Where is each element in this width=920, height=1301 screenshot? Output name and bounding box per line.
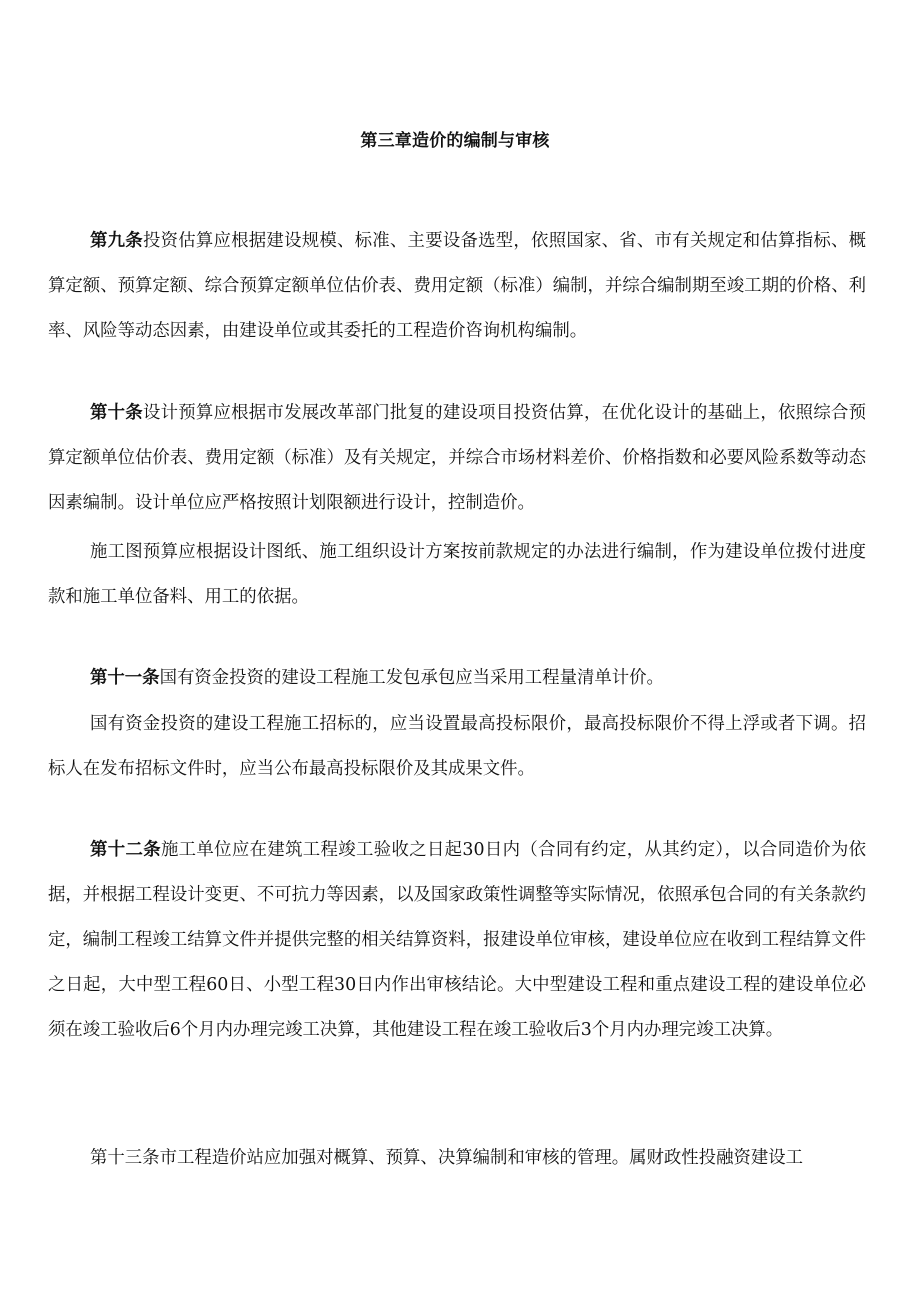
article-10-paragraph-2: 施工图预算应根据设计图纸、施工组织设计方案按前款规定的办法进行编制，作为建设单位拨付进度款和施工单位备料、用工的依据。 <box>48 542 866 607</box>
chapter-title: 第三章造价的编制与审核 <box>360 131 550 151</box>
article-10-body: 设计预算应根据市发展改革部门批复的建设项目投资估算，在优化设计的基础上，依照综合预算定额单位估价表、费用定额（标准）及有关规定，并综合市场材料差价、价格指数和必要风险系数等动态因素编制。设计单位应严格按照计划限额进行设计，控制造价。 <box>48 403 866 513</box>
article-13: 第十三条市工程造价站应加强对概算、预算、决算编制和审核的管理。属财政性投融资建设工 <box>90 1148 804 1168</box>
article-11-body: 国有资金投资的建设工程施工发包承包应当采用工程量清单计价。 <box>159 668 664 688</box>
article-9-number: 第九条 <box>90 231 143 251</box>
article-12-number: 第十二条 <box>90 840 161 860</box>
article-12 <box>48 828 866 1053</box>
article-11-paragraph-2: 国有资金投资的建设工程施工招标的，应当设置最高投标限价，最高投标限价不得上浮或者下调。招标人在发布招标文件时，应当公布最高投标限价及其成果文件。 <box>48 714 866 779</box>
article-11-number: 第十一条 <box>90 668 160 688</box>
article-10-number: 第十条 <box>90 403 143 423</box>
article-11 <box>48 656 866 701</box>
article-12-body: 施工单位应在建筑工程竣工验收之日起30日内（合同有约定，从其约定），以合同造价为依据，并根据工程设计变更、不可抗力等因素，以及国家政策性调整等实际情况，依照承包合同的有关条款约定，编制工程竣工结算文件并提供完整的相关结算资料，报建设单位审核，建设单位应在收到工程结算文件之日起，大中型工程60日、小型工程30日内作出审核结论。大中型建设工程和重点建设工程的建设单位必须在竣工验收后6个月内办理完竣工决算，其他建设工程在竣工验收后3个月内办理完竣工决算。 <box>48 840 866 1040</box>
article-9 <box>48 219 866 354</box>
article-10 <box>48 391 866 526</box>
article-9-body: 投资估算应根据建设规模、标准、主要设备选型，依照国家、省、市有关规定和估算指标、概算定额、预算定额、综合预算定额单位估价表、费用定额（标准）编制，并综合编制期至竣工期的价格、利率、风险等动态因素，由建设单位或其委托的工程造价咨询机构编制。 <box>48 231 866 341</box>
